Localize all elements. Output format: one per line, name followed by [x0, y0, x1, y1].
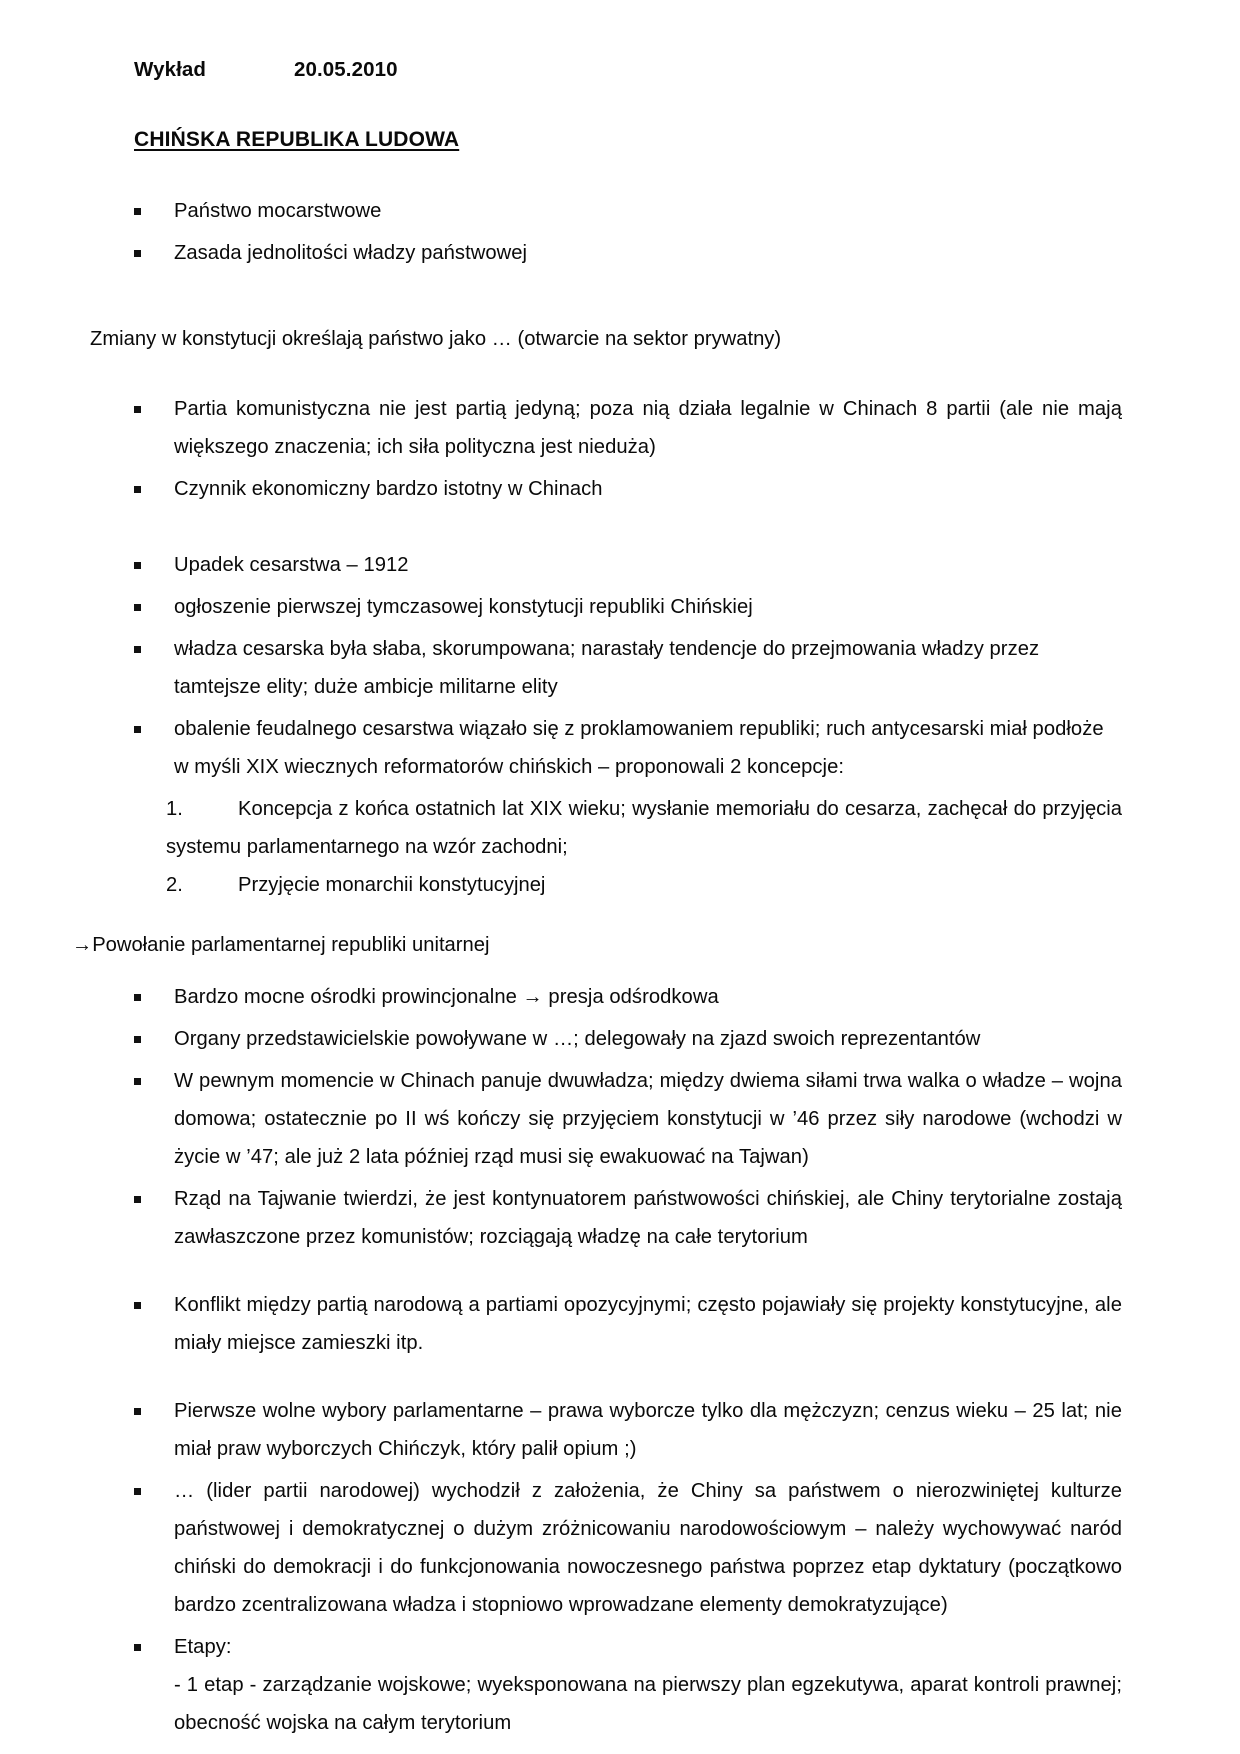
stages-text: - 1 etap - zarządzanie wojskowe; wyeksponowana na pierwszy plan egzekutywa, aparat kontroli prawnej; obecność wojska na całym terytorium — [174, 1674, 1122, 1734]
list-item: Rząd na Tajwanie twierdzi, że jest kontynuatorem państwowości chińskiej, ale Chiny terytorialne zostają zawłaszczone przez komunistów; rozciągają władzę na całe terytorium — [128, 1180, 1122, 1256]
concept-text: Przyjęcie monarchii konstytucyjnej — [238, 874, 546, 896]
list-item: ogłoszenie pierwszej tymczasowej konstytucji republiki Chińskiej — [128, 588, 1122, 626]
paragraph-constitution-changes: Zmiany w konstytucji określają państwo jako … (otwarcie na sektor prywatny) — [90, 328, 782, 350]
concept-item-1 — [166, 790, 1122, 866]
stages-label: Etapy: — [174, 1636, 232, 1658]
lecture-date: 20.05.2010 — [294, 58, 398, 81]
list-item: Zasada jednolitości władzy państwowej — [128, 234, 1122, 272]
elections-bullet-list — [128, 1392, 1122, 1742]
list-item: Partia komunistyczna nie jest partią jedyną; poza nią działa legalnie w Chinach 8 partii (ale nie mają większego znaczenia; ich siła polityczna jest nieduża) — [128, 390, 1122, 466]
lecture-label: Wykład — [134, 58, 206, 81]
list-item: Organy przedstawicielskie powoływane w …; delegowały na zjazd swoich reprezentantów — [128, 1020, 1122, 1058]
list-item: władza cesarska była słaba, skorumpowana; narastały tendencje do przejmowania władzy przez tamtejsze elity; duże ambicje militarne elity — [128, 630, 1122, 706]
list-item — [128, 1628, 1122, 1742]
list-item: W pewnym momencie w Chinach panuje dwuwładza; między dwiema siłami trwa walka o władze – wojna domowa; ostatecznie po II wś kończy się przyjęciem konstytucji w ’46 przez siły narodowe (wchodzi w życie w ’47; ale już 2 lata później rząd musi się ewakuować na Tajwan) — [128, 1062, 1122, 1176]
conflict-bullet-list — [128, 1286, 1122, 1362]
list-item: Bardzo mocne ośrodki prowincjonalne → presja odśrodkowa — [128, 978, 1122, 1016]
republic-bullet-list — [128, 978, 1122, 1256]
party-bullet-list — [128, 390, 1122, 508]
header-line — [134, 58, 1122, 82]
list-item: Czynnik ekonomiczny bardzo istotny w Chinach — [128, 470, 1122, 508]
list-item: Państwo mocarstwowe — [128, 192, 1122, 230]
empire-bullet-list — [128, 546, 1122, 786]
concept-text: Koncepcja z końca ostatnich lat XIX wieku; wysłanie memoriału do cesarza, zachęcał do przyjęcia systemu parlamentarnego na wzór zachodni; — [166, 798, 1122, 858]
list-item: Konflikt między partią narodową a partiami opozycyjnymi; często pojawiały się projekty konstytucyjne, ale miały miejsce zamieszki itp. — [128, 1286, 1122, 1362]
concept-number: 2. — [166, 874, 183, 896]
page-title: CHIŃSKA REPUBLIKA LUDOWA — [134, 128, 460, 151]
concept-number: 1. — [166, 798, 183, 820]
list-item: … (lider partii narodowej) wychodził z założenia, że Chiny sa państwem o nierozwiniętej kulturze państwowej i demokratycznej o dużym zróżnicowaniu narodowościowym – należy wychowywać naród chiński do demokracji i do funkcjonowania nowoczesnego państwa poprzez etap dyktatury (początkowo bardzo zcentralizowana władza i stopniowo wprowadzane elementy demokratyzujące) — [128, 1472, 1122, 1624]
concept-item-2 — [166, 866, 1122, 904]
list-item: Upadek cesarstwa – 1912 — [128, 546, 1122, 584]
intro-bullet-list — [128, 192, 1122, 272]
paragraph-republic-establishment: →Powołanie parlamentarnej republiki unitarnej — [72, 934, 490, 956]
list-item: obalenie feudalnego cesarstwa wiązało się z proklamowaniem republiki; ruch antycesarski miał podłoże w myśli XIX wiecznych reformatorów chińskich – proponowali 2 koncepcje: — [128, 710, 1122, 786]
list-item: Pierwsze wolne wybory parlamentarne – prawa wyborcze tylko dla mężczyzn; cenzus wieku – 25 lat; nie miał praw wyborczych Chińczyk, który palił opium ;) — [128, 1392, 1122, 1468]
